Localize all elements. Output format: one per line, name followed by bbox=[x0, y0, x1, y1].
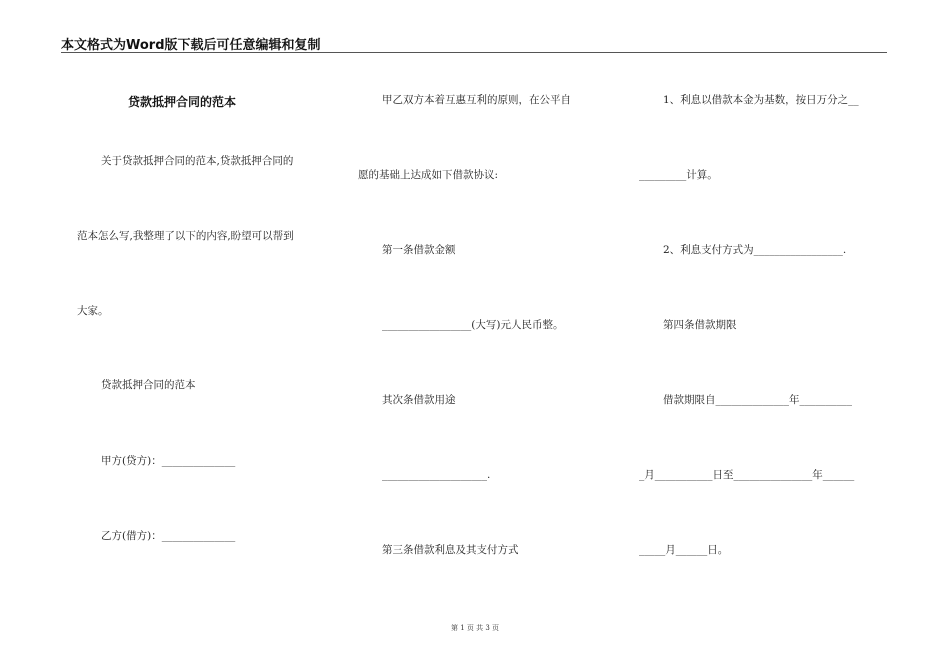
section-heading: 贷款抵押合同的范本 bbox=[101, 379, 196, 391]
loan-term-field: 借款期限自______________年__________ bbox=[663, 394, 852, 406]
paragraph-line: 甲乙双方本着互惠互利的原则，在公平自 bbox=[382, 94, 571, 106]
paragraph-line: 大家。 bbox=[77, 305, 109, 317]
document-header-title: 本文格式为Word版下载后可任意编辑和复制 bbox=[61, 38, 321, 53]
party-b-field: 乙方(借方)：______________ bbox=[101, 530, 236, 542]
document-title: 贷款抵押合同的范本 bbox=[128, 95, 237, 109]
paragraph-line: 2、利息支付方式为_________________. bbox=[663, 244, 847, 256]
paragraph-line: 1、利息以借款本金为基数，按日万分之__ bbox=[663, 94, 859, 106]
header-divider bbox=[61, 52, 887, 53]
party-a-field: 甲方(贷方)：______________ bbox=[101, 455, 236, 467]
loan-term-field: _____月______日。 bbox=[639, 544, 729, 556]
clause-heading: 第一条借款金额 bbox=[382, 244, 456, 256]
loan-purpose-field: ____________________. bbox=[382, 469, 491, 481]
loan-amount-field: _________________(大写)元人民币整。 bbox=[382, 319, 564, 331]
loan-term-field: _月___________日至_______________年______ bbox=[639, 469, 855, 481]
paragraph-line: 范本怎么写,我整理了以下的内容,盼望可以帮到 bbox=[77, 230, 294, 242]
paragraph-line: 愿的基础上达成如下借款协议: bbox=[358, 169, 499, 181]
paragraph-line: _________计算。 bbox=[639, 169, 718, 181]
clause-heading: 第三条借款利息及其支付方式 bbox=[382, 544, 519, 556]
clause-heading: 第四条借款期限 bbox=[663, 319, 737, 331]
clause-heading: 其次条借款用途 bbox=[382, 394, 456, 406]
paragraph-line: 关于贷款抵押合同的范本,贷款抵押合同的 bbox=[101, 155, 294, 167]
page-number: 第 1 页 共 3 页 bbox=[450, 624, 500, 632]
